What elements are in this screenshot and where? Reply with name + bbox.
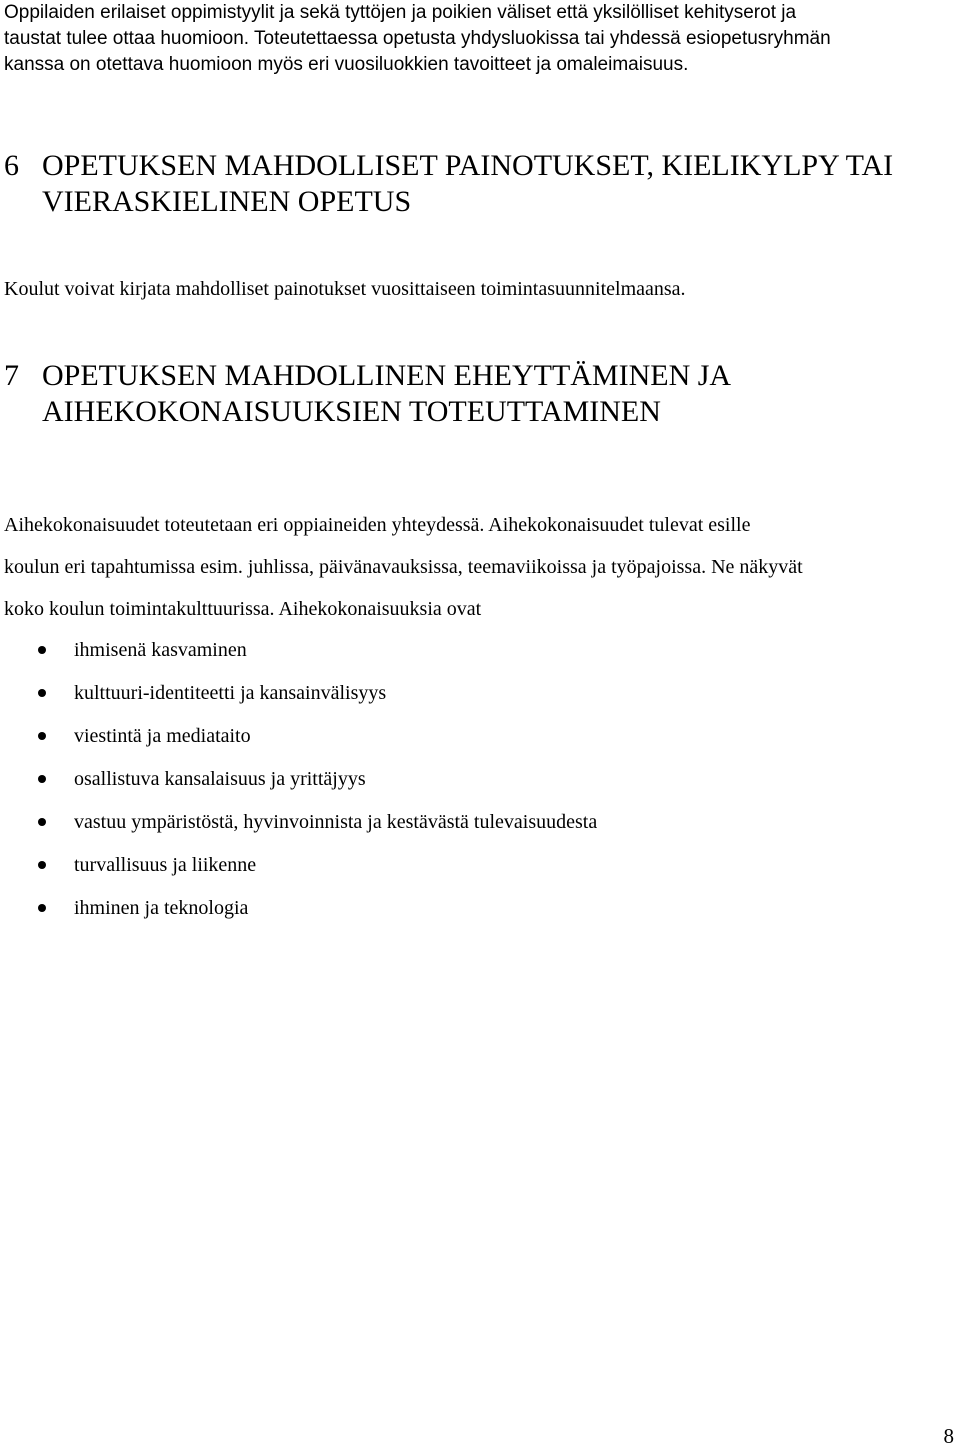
- heading-line: OPETUKSEN MAHDOLLISET PAINOTUKSET, KIELIKYLPY TAI: [42, 149, 894, 182]
- list-item: [0, 629, 597, 672]
- theme-list: [0, 629, 597, 930]
- paragraph-line: koulun eri tapahtumissa esim. juhlissa, päivänavauksissa, teemaviikoissa ja työpajoissa. Ne näkyvät: [4, 556, 803, 578]
- bullet-icon: [38, 732, 46, 740]
- heading-line: VIERASKIELINEN OPETUS: [42, 185, 412, 218]
- list-item: [0, 801, 597, 844]
- bullet-icon: [38, 818, 46, 826]
- intro-line: kanssa on otettava huomioon myös eri vuosiluokkien tavoitteet ja omaleimaisuus.: [4, 54, 689, 75]
- intro-paragraph: [4, 0, 956, 78]
- list-item-label: viestintä ja mediataito: [74, 725, 251, 747]
- paragraph-line: Aihekokonaisuudet toteutetaan eri oppiaineiden yhteydessä. Aihekokonaisuudet tulevat esille: [4, 514, 751, 536]
- list-item: [0, 758, 597, 801]
- list-item-label: osallistuva kansalaisuus ja yrittäjyys: [74, 768, 366, 790]
- intro-line: Oppilaiden erilaiset oppimistyylit ja sekä tyttöjen ja poikien väliset että yksilölliset kehityserot ja: [4, 2, 797, 23]
- list-item: [0, 715, 597, 758]
- list-item: [0, 887, 597, 930]
- bullet-icon: [38, 775, 46, 783]
- bullet-icon: [38, 904, 46, 912]
- paragraph-line: koko koulun toimintakulttuurissa. Aihekokonaisuuksia ovat: [4, 598, 482, 620]
- heading-line: AIHEKOKONAISUUKSIEN TOTEUTTAMINEN: [42, 395, 661, 428]
- section-7-paragraph: [4, 504, 956, 630]
- bullet-icon: [38, 646, 46, 654]
- section-6-heading: [4, 148, 956, 220]
- page-number: 8: [943, 1424, 954, 1448]
- list-item: [0, 844, 597, 887]
- bullet-icon: [38, 689, 46, 697]
- list-item-label: ihminen ja teknologia: [74, 897, 249, 919]
- section-number: 7: [4, 359, 19, 392]
- intro-line: taustat tulee ottaa huomioon. Toteutettaessa opetusta yhdysluokissa tai yhdessä esiopetusryhmän: [4, 28, 831, 49]
- list-item-label: vastuu ympäristöstä, hyvinvoinnista ja kestävästä tulevaisuudesta: [74, 811, 598, 833]
- heading-line: OPETUKSEN MAHDOLLINEN EHEYTTÄMINEN JA: [42, 359, 732, 392]
- section-number: 6: [4, 149, 19, 182]
- section-7-heading: [4, 358, 956, 430]
- list-item-label: kulttuuri-identiteetti ja kansainvälisyys: [74, 682, 387, 704]
- section-6-paragraph: Koulut voivat kirjata mahdolliset painotukset vuosittaiseen toimintasuunnitelmaansa.: [4, 278, 686, 300]
- list-item-label: ihmisenä kasvaminen: [74, 639, 247, 661]
- list-item-label: turvallisuus ja liikenne: [74, 854, 257, 876]
- bullet-icon: [38, 861, 46, 869]
- list-item: [0, 672, 597, 715]
